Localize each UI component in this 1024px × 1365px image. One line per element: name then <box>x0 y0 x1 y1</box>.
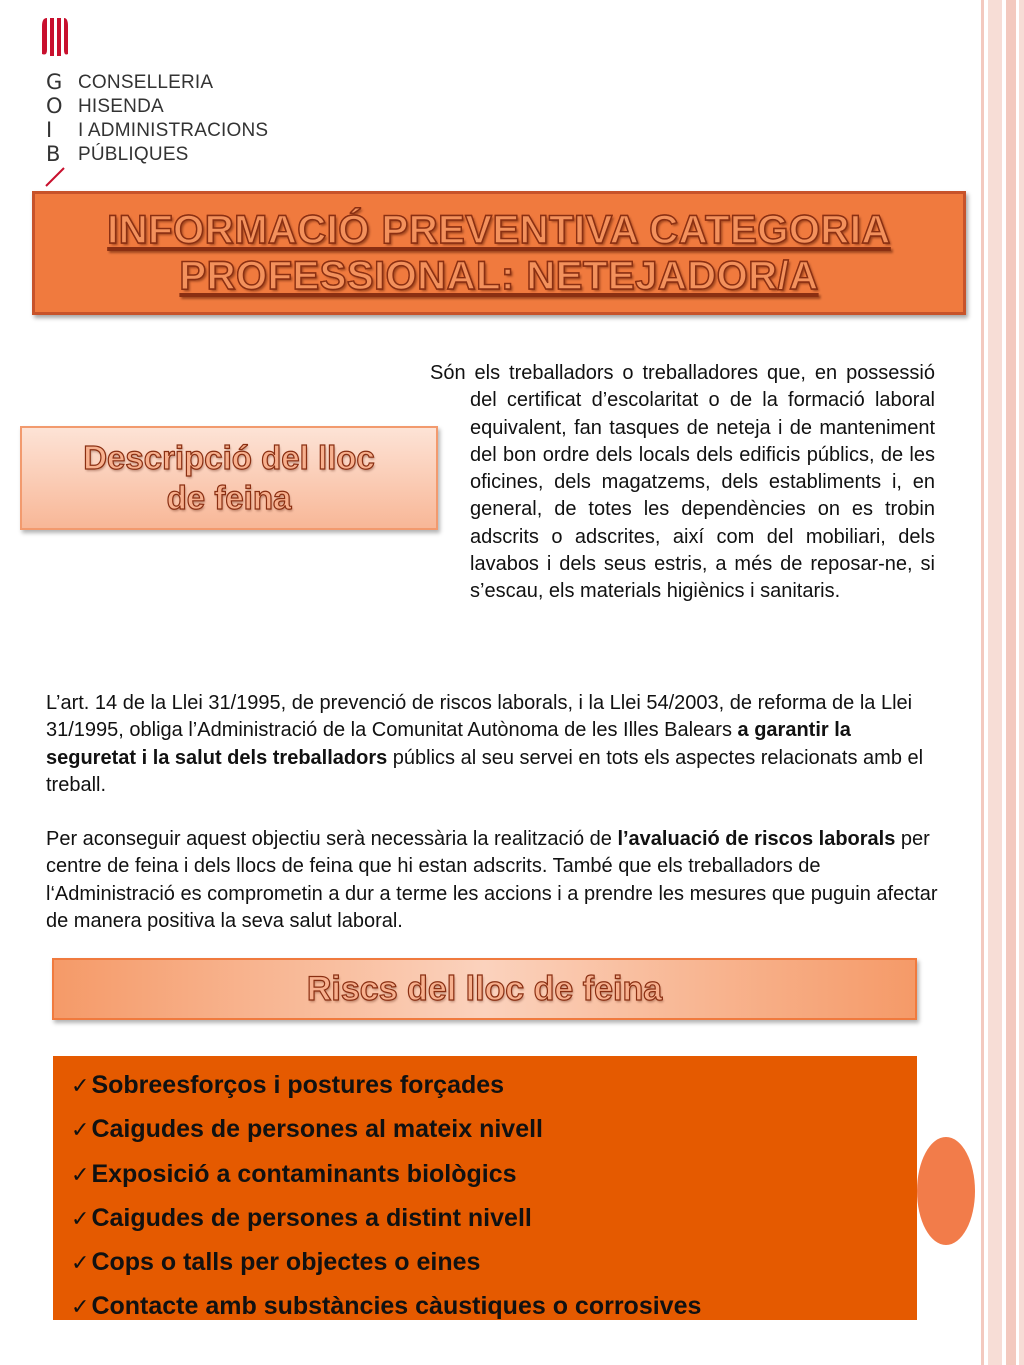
logo-letter: I <box>46 118 53 142</box>
objective-paragraph-emphasis: l’avaluació de riscos laborals <box>617 828 896 850</box>
checkmark-icon: ✓ <box>71 1251 90 1277</box>
risks-list <box>53 1056 917 1320</box>
objective-paragraph <box>46 826 946 935</box>
logo-letter: G <box>46 70 63 94</box>
stripe <box>988 0 1002 1365</box>
title-line-1: INFORMACIÓ PREVENTIVA CATEGORIA <box>107 208 891 252</box>
decorative-circle <box>917 1137 975 1245</box>
job-description-label-line-2: de feina <box>166 479 292 516</box>
risk-label: Cops o talls per objectes o eines <box>91 1248 481 1277</box>
objective-paragraph-text: Per aconseguir aquest objectiu serà necessària la realització de <box>46 828 618 850</box>
department-line: CONSELLERIA <box>78 72 214 93</box>
goib-logo-mark-icon <box>40 16 70 58</box>
department-name <box>78 71 268 167</box>
risk-label: Sobreesforços i postures forçades <box>91 1071 505 1099</box>
risk-label: Contacte amb substàncies càustiques o corrosives <box>91 1292 702 1321</box>
list-item <box>71 1153 917 1197</box>
list-item <box>71 1285 917 1329</box>
risk-label: Caigudes de persones a distint nivell <box>91 1203 532 1232</box>
list-item <box>71 1197 917 1241</box>
checkmark-icon: ✓ <box>71 1074 90 1099</box>
department-line: HISENDA <box>78 96 164 117</box>
checkmark-icon: ✓ <box>71 1206 90 1232</box>
job-description-label <box>20 426 438 530</box>
legal-paragraph-emphasis: a garantir la seguretat i la salut dels treballadors <box>46 719 851 769</box>
job-description-label-line-1: Descripció del lloc <box>83 439 375 476</box>
logo-slash-icon <box>44 166 66 188</box>
risk-label: Caigudes de persones al mateix nivell <box>91 1115 543 1144</box>
risks-label <box>52 958 917 1020</box>
logo-letter: O <box>46 94 63 118</box>
legal-paragraph <box>46 690 946 799</box>
risks-title: Riscs del lloc de feina <box>306 969 663 1008</box>
list-item <box>71 1241 917 1285</box>
department-line: I ADMINISTRACIONS <box>78 120 269 141</box>
checkmark-icon: ✓ <box>71 1295 90 1321</box>
risk-label: Exposició a contaminants biològics <box>91 1159 517 1188</box>
list-item <box>71 1064 917 1108</box>
list-item <box>71 1108 917 1152</box>
department-line: PÚBLIQUES <box>78 144 189 165</box>
stripe <box>981 0 984 1365</box>
legal-paragraph-text: públics al seu servei en tots els aspectes relacionats amb el treball. <box>46 746 924 796</box>
title-line-2: PROFESSIONAL: NETEJADOR/A <box>179 254 819 298</box>
stripe <box>1006 0 1016 1365</box>
job-description-text: Són els treballadors o treballadores que, en possessió del certificat d’escolaritat o de la formació laboral equivalent, fan tasques de neteja i de manteniment del bon ordre dels locals dels edificis públics, de les oficines, dels magatzems, dels establiments i, en general, de totes les dependències on es trobin adscrits o adscrites, així com del mobiliari, dels lavabos i dels seus estris, a més de reposar-ne, si s’escau, els materials higiènics i sanitaris. <box>430 362 935 603</box>
checkmark-icon: ✓ <box>71 1118 90 1144</box>
checkmark-icon: ✓ <box>71 1162 90 1188</box>
logo-letter: B <box>46 142 61 166</box>
goib-letters <box>46 70 63 166</box>
stripe <box>1019 0 1024 1365</box>
decorative-stripes <box>972 0 1024 1365</box>
legal-paragraph-text: L’art. 14 de la Llei 31/1995, de prevenció de riscos laborals, i la Llei 54/2003, de reforma de la Llei 31/1995, obliga l’Administració de la Comunitat Autònoma de les Illes Balears <box>46 692 913 742</box>
objective-paragraph-text: per centre de feina i dels llocs de feina que hi estan adscrits. També que els treballadors de l‘Administració es comprometin a dur a terme les accions i a prendre les mesures que puguin afectar de manera positiva la seva salut laboral. <box>46 828 938 932</box>
title-banner <box>32 191 966 315</box>
